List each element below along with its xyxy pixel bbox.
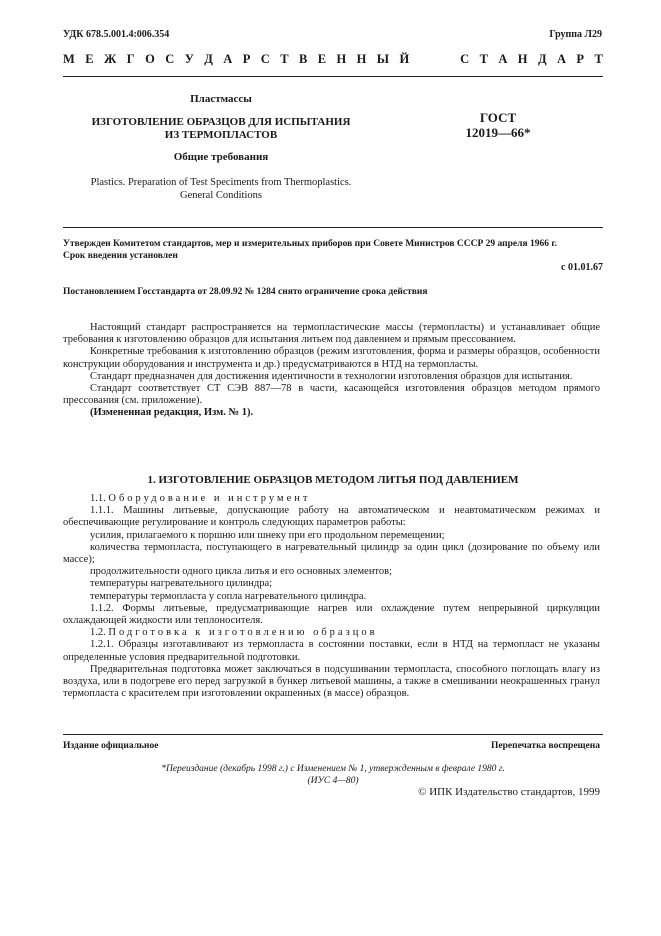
banner-letter: А: [498, 52, 508, 66]
banner-letter: С: [460, 52, 470, 66]
list-item: количества термопласта, поступающего в нагревательный цилиндр за один цикл (дозирование по объему или массе);: [63, 541, 600, 566]
reissue-line-2: (ИУС 4—80): [307, 776, 359, 786]
pretreatment-paragraph: Предварительная подготовка может заключаться в подсушивании термопласта, способного поглощать влагу из воздуха, или в подогреве его перед загрузкой в бункер литьевой машины, а также в смешивании неокрашенных гранул термопласта с красителем при изготовлении окрашенных (в массе) образцов.: [63, 663, 600, 700]
subsection-title: Оборудование и инструмент: [108, 493, 311, 504]
banner-letter: Т: [594, 52, 603, 66]
subsection-1-1-heading: [63, 493, 600, 505]
group-code: Группа Л29: [549, 29, 602, 40]
list-item: температуры термопласта у сопла нагревательного цилиндра.: [90, 590, 367, 602]
interstate-standard-banner: [63, 52, 603, 67]
intro-paragraph: Конкретные требования к изготовлению образцов (режим изготовления, форма и размеры образцов, особенности конструкции оборудования и инструмента и др.) предусматриваются в НТД на термопласты.: [63, 346, 600, 370]
intro-paragraph: Стандарт предназначен для достижения идентичности в технологии изготовления образцов для испытания.: [90, 370, 573, 382]
title-line-2: ИЗ ТЕРМОПЛАСТОВ: [164, 128, 278, 141]
decree-statement: Постановлением Госстандарта от 28.09.92 № 1284 снято ограничение срока действия: [63, 287, 428, 297]
list-item: усилия, прилагаемого к поршню или шнеку при его продольном перемещении;: [90, 529, 445, 541]
banner-letter: Ы: [376, 52, 390, 66]
banner-letter: Н: [336, 52, 347, 66]
subsection-title: Подготовка к изготовлению образцов: [108, 627, 378, 639]
copyright: © ИПК Издательство стандартов, 1999: [418, 786, 600, 798]
top-rule: [63, 76, 603, 77]
banner-letter: В: [298, 52, 308, 66]
intro-paragraph: Стандарт соответствует СТ СЭВ 887—78 в части, касающейся изготовления образцов методом прямого прессования (см. приложение).: [63, 383, 600, 407]
banner-letter: Е: [85, 52, 94, 66]
subsection-number: 1.1.: [90, 493, 106, 504]
clause-1-1-1: 1.1.1. Машины литьевые, допускающие работу на автоматическом и неавтоматическом режимах и обеспечивающие регулирование и контроль следующих параметров работы:: [63, 505, 600, 529]
category-label: Пластмассы: [190, 93, 252, 105]
reissue-note: [63, 763, 603, 787]
banner-letter: Г: [126, 52, 135, 66]
document-title: [63, 116, 379, 141]
intro-text: [63, 322, 600, 420]
footer-rule: [63, 734, 603, 735]
banner-letter: У: [184, 52, 194, 66]
reprint-forbidden: Перепечатка воспрещена: [490, 741, 600, 751]
intro-paragraph: Настоящий стандарт распространяется на термопластические массы (термопласты) и устанавливает общие требования к изготовлению образцов для испытания литьем под давлением и прямым прессованием.: [63, 322, 600, 346]
approval-statement: [63, 238, 603, 262]
banner-letter: Н: [356, 52, 367, 66]
gost-designation: [458, 110, 538, 140]
gost-label: ГОСТ: [479, 110, 517, 125]
banner-letter: А: [223, 52, 233, 66]
english-title-line-2: General Conditions: [180, 189, 262, 201]
udk-code: УДК 678.5.001.4:006.354: [63, 29, 170, 40]
subsection-number: 1.2.: [90, 627, 106, 639]
english-title: [63, 177, 379, 202]
banner-letter: Й: [399, 52, 410, 66]
banner-letter: [420, 52, 423, 67]
amendment-note: (Измененная редакция, Изм. № 1).: [90, 407, 254, 419]
list-item: продолжительности одного цикла литья и его основных элементов;: [90, 566, 393, 578]
term-established: Срок введения установлен: [63, 251, 178, 261]
list-item: температуры нагревательного цилиндра;: [90, 578, 273, 590]
banner-letter: Т: [479, 52, 488, 66]
banner-letter: А: [556, 52, 566, 66]
title-rule: [63, 227, 603, 228]
document-subtitle: Общие требования: [173, 151, 269, 163]
gost-number: 12019—66*: [465, 125, 531, 140]
english-title-line-1: Plastics. Preparation of Test Speciments from Thermoplastics.: [90, 177, 352, 188]
banner-letter: Н: [517, 52, 528, 66]
reissue-line-1: *Переиздание (декабрь 1998 г.) с Изменением № 1, утвержденным в феврале 1980 г.: [161, 764, 505, 774]
banner-letter: Р: [242, 52, 251, 66]
subsection-1-2-heading: [63, 627, 600, 639]
effective-date: с 01.01.67: [561, 262, 603, 273]
banner-letter: М: [63, 52, 75, 66]
clause-1-2-1: 1.2.1. Образцы изготавливают из термопласта в состоянии поставки, если в НТД на термопласт не указаны определенные условия предварительной подготовки.: [63, 639, 600, 663]
banner-letter: Т: [280, 52, 289, 66]
banner-letter: [447, 52, 450, 67]
title-line-1: ИЗГОТОВЛЕНИЕ ОБРАЗЦОВ ДЛЯ ИСПЫТАНИЯ: [91, 116, 351, 128]
banner-letter: [433, 52, 436, 67]
banner-letter: Е: [317, 52, 327, 66]
banner-letter: С: [165, 52, 175, 66]
clause-1-1-2: 1.1.2. Формы литьевые, предусматривающие нагрев или охлаждение путем непрерывной циркуляции охлаждающей жидкости или теплоносителя.: [63, 602, 600, 627]
banner-letter: Ж: [103, 52, 117, 66]
approved-by: Утвержден Комитетом стандартов, мер и измерительных приборов при Совете Министров СССР 29 апреля 1966 г.: [63, 239, 557, 249]
banner-letter: Д: [204, 52, 213, 66]
section-1-body: [63, 493, 600, 700]
banner-letter: О: [145, 52, 155, 66]
banner-letter: Д: [537, 52, 547, 66]
official-edition: Издание официальное: [63, 741, 159, 751]
banner-letter: С: [260, 52, 270, 66]
banner-letter: Р: [576, 52, 585, 66]
section-1-heading: 1. ИЗГОТОВЛЕНИЕ ОБРАЗЦОВ МЕТОДОМ ЛИТЬЯ ПОД ДАВЛЕНИЕМ: [147, 474, 519, 486]
